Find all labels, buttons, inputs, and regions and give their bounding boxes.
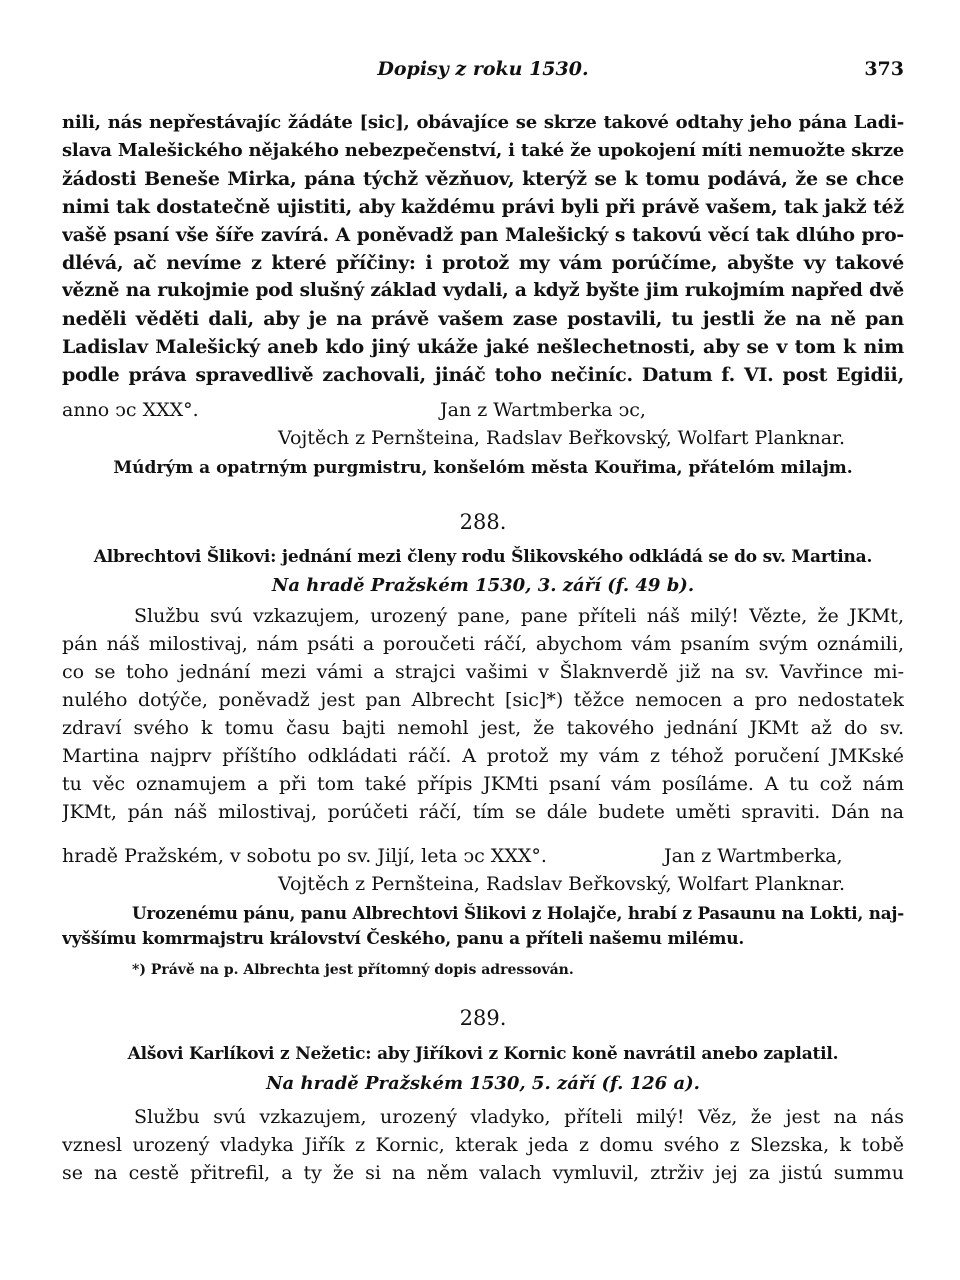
text-line: nili, nás nepřestávajíc žádáte [sic], obávajíce se skrze takové odtahy jeho pána Ladi- xyxy=(62,112,904,133)
text-line: žádosti Beneše Mirka, pána týchž vězňuov, kterýž se k tomu podává, že se chce xyxy=(62,168,904,190)
text-line: nulého dotýče, poněvadž jest pan Albrecht [sic]*) těžce nemocen a pro nedostatek xyxy=(62,689,904,711)
text-line: Ladislav Malešický aneb kdo jiný ukáže jaké nešlechetnosti, aby se v tom k nim xyxy=(62,336,904,358)
text-line: tu věc oznamujem a při tom také přípis JKMti psaní vám posíláme. A tu což nám xyxy=(62,773,904,795)
closing-line: hradě Pražském, v sobotu po sv. Jiljí, leta ͻc XXX°. xyxy=(62,845,547,867)
address-block xyxy=(62,900,904,952)
signer: Jan z Wartmberka ͻc, xyxy=(440,399,646,421)
text-line: pán náš milostivaj, nám psáti a poroučeti ráčí, abychom vám psaním svým oznámili, xyxy=(62,633,904,655)
letter-place-date: Na hradě Pražském 1530, 5. září (f. 126 a). xyxy=(266,1073,700,1094)
text-line: neděli věděti dali, aby je na právě vašem zase postavili, tu jestli že na ně pan xyxy=(62,308,904,330)
text-line: co se toho jednání mezi vámi a strajci vašimi v Šlaknverdě již na sv. Vavřince mi- xyxy=(62,661,904,683)
page-header xyxy=(62,58,904,88)
address-line: vyššímu komrmajstru království Českého, panu a příteli našemu milému. xyxy=(62,929,745,949)
running-title: Dopisy z roku 1530. xyxy=(377,58,589,80)
signer: Jan z Wartmberka, xyxy=(664,845,843,867)
text-line: se na cestě přitrefil, a ty že si na něm valach vymluvil, ztrživ jej za jistú summu xyxy=(62,1162,904,1184)
footnote: *) Právě na p. Albrechta jest přítomný dopis adressován. xyxy=(132,962,574,978)
text-line: vašě psaní vše šíře zavírá. A poněvadž pan Malešický s takovú věcí tak dlúho pro- xyxy=(62,224,904,246)
letter-number: 289. xyxy=(459,1006,507,1030)
page-number: 373 xyxy=(864,58,904,80)
text-line: Službu svú vzkazujem, urozený pane, pane příteli náš milý! Vězte, že JKMt, xyxy=(134,605,904,627)
letter-body xyxy=(62,602,904,826)
text-line: JKMt, pán náš milostivaj, porúčeti ráčí, tím se dále budete uměti spraviti. Dán na xyxy=(62,801,904,823)
signers: Vojtěch z Pernšteina, Radslav Beřkovský, Wolfart Planknar. xyxy=(278,873,846,895)
closing-line: anno ͻc XXX°. xyxy=(62,399,199,421)
text-line: slava Malešického nějakého nebezpečenství, i také že upokojení míti nemuožte skrze xyxy=(62,140,904,161)
text-line: podle práva spravedlivě zachovali, jináč toho nečiníc. Datum f. VI. post Egidii, xyxy=(62,364,904,386)
text-line: nimi tak dostatečně ujistiti, aby každému právi byli při právě vašem, tak jakž též xyxy=(62,196,904,218)
text-line: zdraví svého k tomu času bajti nemohl jest, že takového jednání JKMt až do sv. xyxy=(62,717,904,739)
text-line: vězně na rukojmie pod slušný základ vydali, a když byšte jim rukojmím napřed dvě xyxy=(62,280,904,301)
address-line: Múdrým a opatrným purgmistru, konšelóm města Kouřima, přátelóm milajm. xyxy=(113,458,853,478)
letter-heading: Alšovi Karlíkovi z Nežetic: aby Jiříkovi z Kornic koně navrátil anebo zaplatil. xyxy=(127,1044,839,1064)
signers: Vojtěch z Pernšteina, Radslav Beřkovský, Wolfart Planknar. xyxy=(278,427,846,449)
letter-body xyxy=(62,1103,904,1187)
text-line: Službu svú vzkazujem, urozený vladyko, příteli milý! Věz, že jest na nás xyxy=(134,1106,904,1128)
text-line: Martina najprv příštího odkládati ráčí. A protož my vám z téhož poručení JMKské xyxy=(62,745,904,767)
text-line: vznesl urozený vladyka Jiřík z Kornic, kterak jeda z domu svého z Slezska, k tobě xyxy=(62,1134,904,1156)
letter-place-date: Na hradě Pražském 1530, 3. září (f. 49 b). xyxy=(271,575,695,596)
text-line: dlévá, ač nevíme z které příčiny: i protož my vám porúčíme, abyšte vy takové xyxy=(62,252,904,274)
letter-heading: Albrechtovi Šlikovi: jednání mezi členy rodu Šlikovského odkládá se do sv. Martina. xyxy=(93,547,873,567)
continuation-paragraph xyxy=(62,109,904,389)
address-line: Urozenému pánu, panu Albrechtovi Šlikovi z Holajče, hrabí z Pasaunu na Lokti, naj- xyxy=(132,903,904,923)
letter-number: 288. xyxy=(459,510,507,534)
